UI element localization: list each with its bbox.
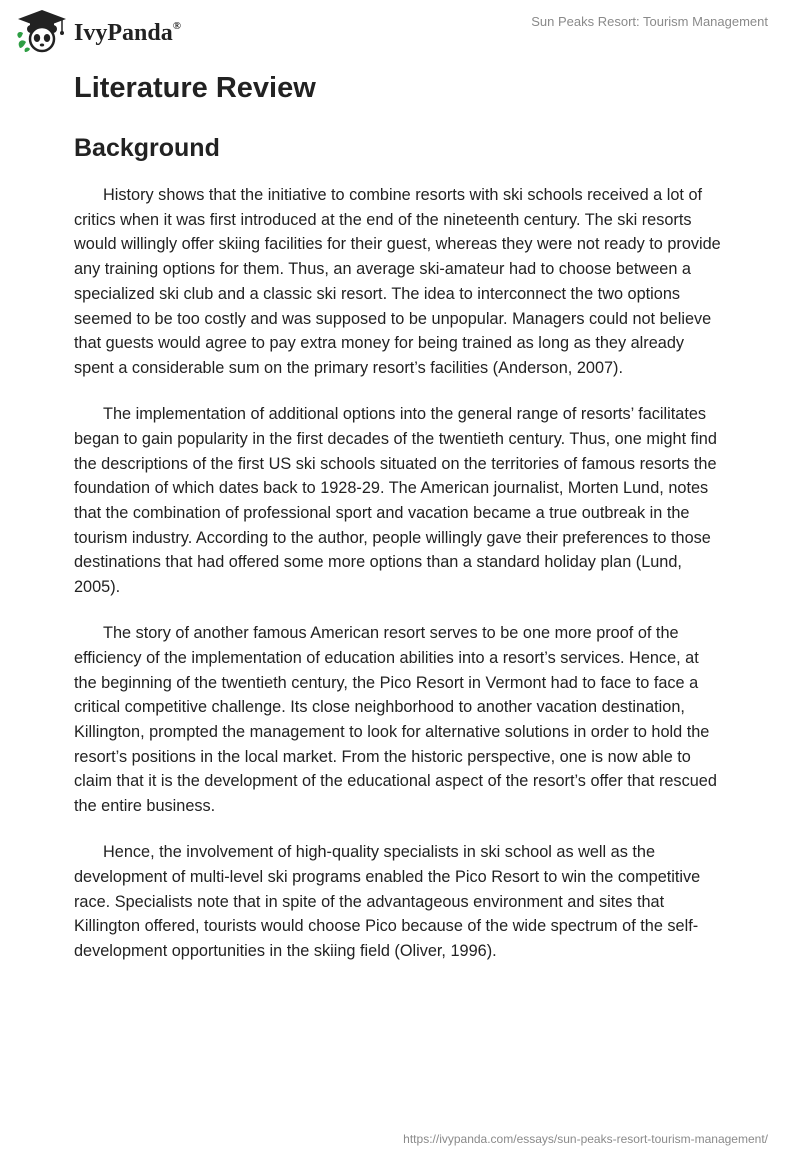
paragraph: History shows that the initiative to combine resorts with ski schools received a lot of critics when it was first introduced at the end of the nineteenth century. The ski resorts would willingly offer skiing facilities for their guest, whereas they were not ready to provide any training options for them. Thus, an average ski-amateur had to choose between a specialized ski club and a classic ski resort. The idea to interconnect the two options seemed to be too costly and was supposed to be unpopular. Managers could not believe that guests would agree to pay extra money for being trained as long as they already spent a considerable sum on the primary resort’s facilities (Anderson, 2007). <box>74 186 721 377</box>
article-body <box>74 183 724 985</box>
panda-graduation-cap-icon <box>14 8 70 54</box>
subsection-heading: Background <box>74 134 220 162</box>
paragraph: The story of another famous American resort serves to be one more proof of the efficiency of the implementation of education abilities into a resort’s services. Hence, at the beginning of the twentieth century, the Pico Resort in Vermont had to face to face a critical competitive challenge. Its close neighborhood to another vacation destination, Killington, prompted the management to look for alternative solutions in order to hold the resort’s positions in the local market. From the historic perspective, one is now able to claim that it is the development of the educational aspect of the resort’s offer that rescued the entire business. <box>74 624 717 816</box>
section-heading: Literature Review <box>74 72 316 104</box>
paragraph: Hence, the involvement of high-quality specialists in ski school as well as the development of multi-level ski programs enabled the Pico Resort to win the competitive race. Specialists note that in spite of the advantageous environment and sites that Killington offered, tourists would choose Pico because of the wide spectrum of the self-development opportunities in the skiing field (Oliver, 1996). <box>74 843 701 961</box>
brand-name: IvyPanda® <box>74 19 181 46</box>
ivypanda-logo[interactable] <box>14 8 181 54</box>
source-url-link[interactable]: https://ivypanda.com/essays/sun-peaks-resort-tourism-management/ <box>403 1132 768 1146</box>
document-title: Sun Peaks Resort: Tourism Management <box>531 14 768 29</box>
registered-mark: ® <box>172 19 181 32</box>
paragraph: The implementation of additional options into the general range of resorts’ facilitates began to gain popularity in the first decades of the twentieth century. Thus, one might find the descriptions of the first US ski schools situated on the territories of famous resorts the foundation of which dates back to 1928-29. The American journalist, Morten Lund, notes that the combination of professional sport and vacation became a true outbreak in the tourism industry. According to the author, people willingly gave their preferences to those destinations that had offered some more options than a standard holiday plan (Lund, 2005). <box>74 405 717 597</box>
